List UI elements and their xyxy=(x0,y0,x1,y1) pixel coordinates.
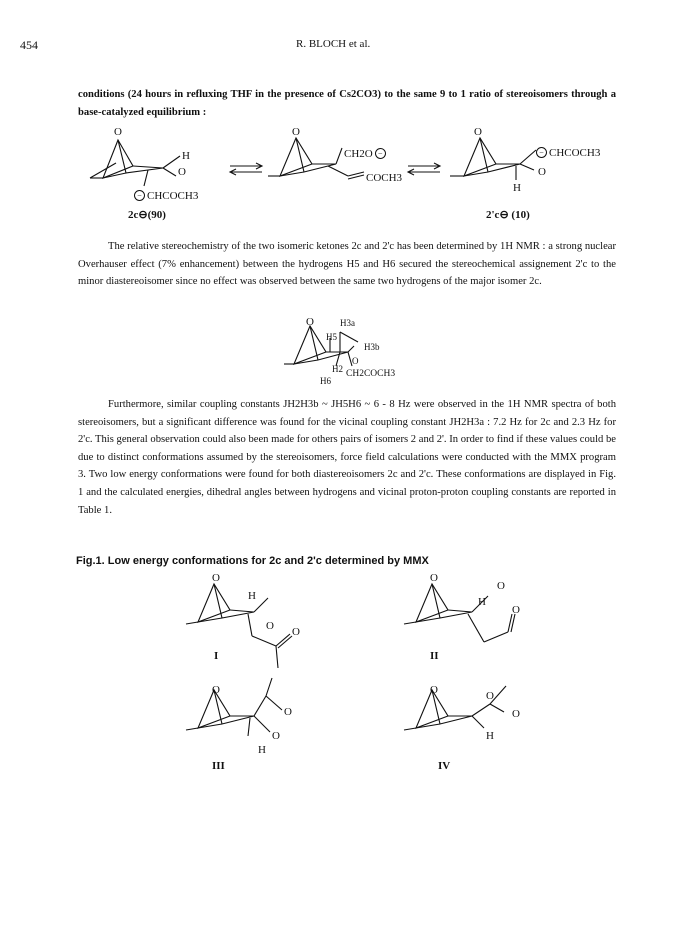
c3-o-ring: O xyxy=(272,730,280,742)
m1-sub: CHCOCH3 xyxy=(147,190,199,202)
conformer-label-iii: III xyxy=(212,760,225,772)
m3-h: H xyxy=(513,182,521,194)
m1-h: H xyxy=(182,150,190,162)
m2-top: CH2O xyxy=(344,148,373,160)
c2-oxo: O xyxy=(430,572,438,584)
paragraph-coupling: Furthermore, similar coupling constants JH2H3b ~ JH5H6 ~ 6 - 8 Hz were observed in the 1H NMR spectra of both stereoisomers, but a significant difference was found for the vicinal coupling constant JH2H3a : 7.2 Hz for 2c and 2.3 Hz for 2'c. This general observation could also been made for others pairs of isomers 2 and 2'. In order to find if these values could be due to distinct conformations assumed by the stereoisomers, force field calculations were conducted with the MMX program 3. Two low energy conformations were found for both diastereoisomers 2c and 2'c. These conformations are displayed in Fig. 1 and the calculated energies, dihedral angles between hydrogens and vicinal proton-proton coupling constants are reported in Table 1. xyxy=(78,399,616,516)
paragraph-intro: conditions (24 hours in refluxing THF in the presence of Cs2CO3) to the same 9 to 1 ratio of stereoisomers through a base-catalyzed equilibrium : xyxy=(78,89,616,118)
c3-o-keto: O xyxy=(284,706,292,718)
figure-caption: Fig.1. Low energy conformations for 2c and 2'c determined by MMX xyxy=(76,555,429,567)
label-2prime-c: 2'c⊖ (10) xyxy=(486,209,530,221)
m1-oxo: O xyxy=(114,126,122,138)
equilibrium-arrow-1 xyxy=(228,162,264,176)
s2-h2: H2 xyxy=(332,364,343,374)
conformer-i xyxy=(186,574,316,674)
m2-oxo: O xyxy=(292,126,300,138)
conformer-ii xyxy=(404,574,534,664)
minus-sign: − xyxy=(134,190,145,201)
c1-o-keto: O xyxy=(292,626,300,638)
m3-sub: CHCOCH3 xyxy=(549,147,601,159)
conformer-label-i: I xyxy=(214,650,219,662)
conformer-label-ii: II xyxy=(430,650,439,662)
s2-oxo: O xyxy=(306,316,314,328)
c1-o-ring: O xyxy=(266,620,274,632)
m3-o: O xyxy=(538,166,546,178)
conformer-label-iv: IV xyxy=(438,760,451,772)
s2-h3a: H3a xyxy=(340,318,355,328)
s2-h6: H6 xyxy=(320,376,331,386)
m3-oxo: O xyxy=(474,126,482,138)
c4-o-keto: O xyxy=(512,708,520,720)
minus-sign-3: − xyxy=(536,147,547,158)
c1-oxo: O xyxy=(212,572,220,584)
m1-o: O xyxy=(178,166,186,178)
s2-o-ring: O xyxy=(352,356,359,366)
equilibrium-arrow-2 xyxy=(406,162,442,176)
minus-sign-2: − xyxy=(375,148,386,159)
running-title: R. BLOCH et al. xyxy=(296,38,371,50)
molecule-open-anion xyxy=(268,128,388,198)
s2-h5: H5 xyxy=(326,332,337,342)
label-2c: 2c⊖(90) xyxy=(128,209,166,221)
c4-h: H xyxy=(486,730,494,742)
paragraph-noe: The relative stereochemistry of the two isomeric ketones 2c and 2'c has been determined by 1H NMR : a strong nuclear Overhauser effect (7% enhancement) between the hydrogens H5 and H6 secured the stereochemical assignement 2'c to the minor diastereoisomer since no effect was observed between the same two hydrogens of the major isomer 2c. xyxy=(78,241,616,288)
conformer-iv xyxy=(404,676,534,766)
molecule-2prime-c-anion xyxy=(450,128,560,198)
c2-o-ring: O xyxy=(497,580,505,592)
s2-h3b: H3b xyxy=(364,342,380,352)
s2-sub: CH2COCH3 xyxy=(346,369,396,379)
c4-o-ring: O xyxy=(486,690,494,702)
c3-oxo: O xyxy=(212,684,220,696)
conformer-iii xyxy=(186,676,316,766)
c4-oxo: O xyxy=(430,684,438,696)
c1-h: H xyxy=(248,590,256,602)
c3-h: H xyxy=(258,744,266,756)
c2-h: H xyxy=(478,596,486,608)
m2-bottom: COCH3 xyxy=(366,172,403,184)
page-number: 454 xyxy=(20,38,38,52)
c2-o-keto: O xyxy=(512,604,520,616)
